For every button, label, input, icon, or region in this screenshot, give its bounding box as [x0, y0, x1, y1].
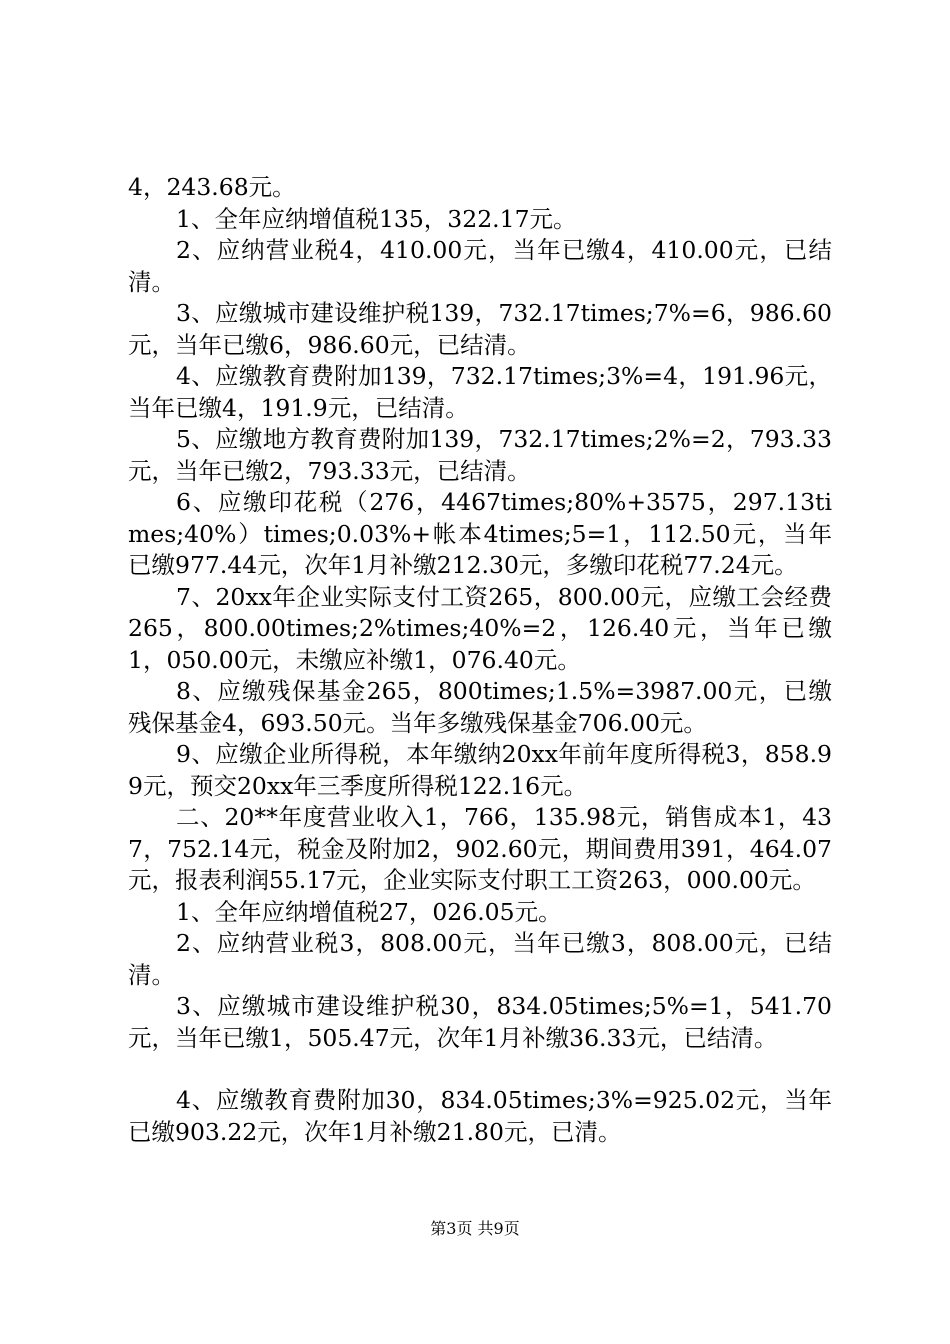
paragraph-continuation: 4，243.68元。 [128, 173, 296, 201]
paragraph: 2、应纳营业税3，808.00元，当年已缴3，808.00元，已结清。 [128, 929, 832, 989]
body-text [128, 172, 832, 1148]
paragraph: 6、应缴印花税（276，4467times;80%+3575，297.13times;40%）times;0.03%+帐本4times;5=1，112.50元，当年已缴977.44元，次年1月补缴212.30元，多缴印花税77.24元。 [128, 488, 832, 579]
page-footer: 第3页 共9页 [430, 1219, 520, 1238]
paragraph: 3、应缴城市建设维护税139，732.17times;7%=6，986.60元，当年已缴6，986.60元，已结清。 [128, 299, 832, 359]
paragraph: 4、应缴教育费附加30，834.05times;3%=925.02元，当年已缴903.22元，次年1月补缴21.80元，已清。 [128, 1086, 832, 1146]
paragraph: 9、应缴企业所得税，本年缴纳20xx年前年度所得税3，858.99元，预交20xx年三季度所得税122.16元。 [128, 740, 832, 800]
paragraph: 1、全年应纳增值税27，026.05元。 [176, 897, 562, 926]
section-heading-paragraph: 二、20**年度营业收入1，766，135.98元，销售成本1，437，752.14元，税金及附加2，902.60元，期间费用391，464.07元，报表利润55.17元，企业实际支付职工工资263，000.00元。 [128, 803, 832, 894]
paragraph: 3、应缴城市建设维护税30，834.05times;5%=1，541.70元，当年已缴1，505.47元，次年1月补缴36.33元，已结清。 [128, 992, 832, 1052]
paragraph: 2、应纳营业税4，410.00元，当年已缴4，410.00元，已结清。 [128, 236, 832, 296]
paragraph: 4、应缴教育费附加139，732.17times;3%=4，191.96元，当年已缴4，191.9元，已结清。 [128, 362, 832, 422]
paragraph: 5、应缴地方教育费附加139，732.17times;2%=2，793.33元，当年已缴2，793.33元，已结清。 [128, 425, 832, 485]
paragraph: 7、20xx年企业实际支付工资265，800.00元，应缴工会经费265，800.00times;2%times;40%=2，126.40元，当年已缴1，050.00元，未缴应补缴1，076.40元。 [128, 582, 832, 674]
paragraph: 8、应缴残保基金265，800times;1.5%=3987.00元，已缴残保基金4，693.50元。当年多缴残保基金706.00元。 [128, 677, 832, 737]
paragraph: 1、全年应纳增值税135，322.17元。 [176, 204, 577, 233]
